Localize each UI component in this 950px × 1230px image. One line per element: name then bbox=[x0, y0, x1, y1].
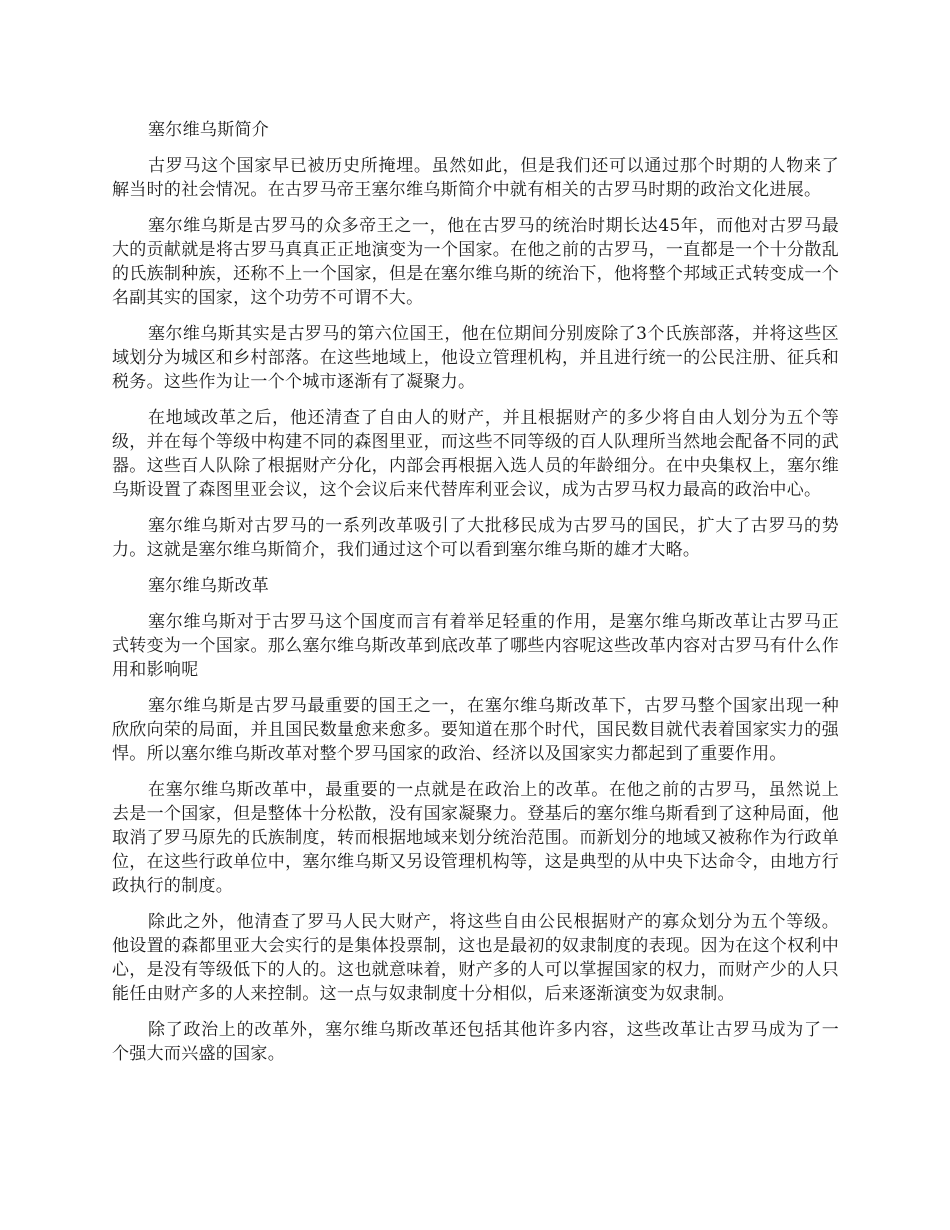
paragraph: 在塞尔维乌斯改革中，最重要的一点就是在政治上的改革。在他之前的古罗马，虽然说上去是一个国家，但是整体十分松散，没有国家凝聚力。登基后的塞尔维乌斯看到了这种局面，他取消了罗马原先的氏族制度，转而根据地域来划分统治范围。而新划分的地域又被称作为行政单位，在这些行政单位中，塞尔维乌斯又另设管理机构等，这是典型的从中央下达命令，由地方行政执行的制度。 bbox=[112, 780, 839, 896]
paragraph: 塞尔维乌斯是古罗马的众多帝王之一，他在古罗马的统治时期长达45年，而他对古罗马最大的贡献就是将古罗马真真正正地演变为一个国家。在他之前的古罗马，一直都是一个十分散乱的氏族制种族，还称不上一个国家，但是在塞尔维乌斯的统治下，他将整个邦域正式转变成一个名副其实的国家，这个功劳不可谓不大。 bbox=[112, 216, 839, 308]
section-heading-introduction: 塞尔维乌斯简介 bbox=[148, 120, 270, 140]
section-heading-reform: 塞尔维乌斯改革 bbox=[148, 576, 270, 596]
paragraph: 塞尔维乌斯对于古罗马这个国度而言有着举足轻重的作用，是塞尔维乌斯改革让古罗马正式转变为一个国家。那么塞尔维乌斯改革到底改革了哪些内容呢这些改革内容对古罗马有什么作用和影响呢 bbox=[112, 612, 839, 680]
paragraph: 古罗马这个国家早已被历史所掩埋。虽然如此，但是我们还可以通过那个时期的人物来了解当时的社会情况。在古罗马帝王塞尔维乌斯简介中就有相关的古罗马时期的政治文化进展。 bbox=[112, 156, 839, 200]
paragraph: 除了政治上的改革外，塞尔维乌斯改革还包括其他许多内容，这些改革让古罗马成为了一个强大而兴盛的国家。 bbox=[112, 1020, 839, 1064]
paragraph: 在地域改革之后，他还清查了自由人的财产，并且根据财产的多少将自由人划分为五个等级，并在每个等级中构建不同的森图里亚，而这些不同等级的百人队理所当然地会配备不同的武器。这些百人队除了根据财产分化，内部会再根据入选人员的年龄细分。在中央集权上，塞尔维乌斯设置了森图里亚会议，这个会议后来代替库利亚会议，成为古罗马权力最高的政治中心。 bbox=[112, 408, 839, 500]
paragraph: 塞尔维乌斯对古罗马的一系列改革吸引了大批移民成为古罗马的国民，扩大了古罗马的势力。这就是塞尔维乌斯简介，我们通过这个可以看到塞尔维乌斯的雄才大略。 bbox=[112, 516, 839, 560]
paragraph: 塞尔维乌斯是古罗马最重要的国王之一，在塞尔维乌斯改革下，古罗马整个国家出现一种欣欣向荣的局面，并且国民数量愈来愈多。要知道在那个时代，国民数目就代表着国家实力的强悍。所以塞尔维乌斯改革对整个罗马国家的政治、经济以及国家实力都起到了重要作用。 bbox=[112, 696, 839, 764]
paragraph: 除此之外，他清查了罗马人民大财产，将这些自由公民根据财产的寡众划分为五个等级。他设置的森都里亚大会实行的是集体投票制，这也是最初的奴隶制度的表现。因为在这个权利中心，是没有等级低下的人的。这也就意味着，财产多的人可以掌握国家的权力，而财产少的人只能任由财产多的人来控制。这一点与奴隶制度十分相似，后来逐渐演变为奴隶制。 bbox=[112, 912, 839, 1004]
document-page bbox=[112, 118, 839, 1078]
paragraph: 塞尔维乌斯其实是古罗马的第六位国王，他在位期间分别废除了3个氏族部落，并将这些区域划分为城区和乡村部落。在这些地域上，他设立管理机构，并且进行统一的公民注册、征兵和税务。这些作为让一个个城市逐渐有了凝聚力。 bbox=[112, 324, 839, 392]
